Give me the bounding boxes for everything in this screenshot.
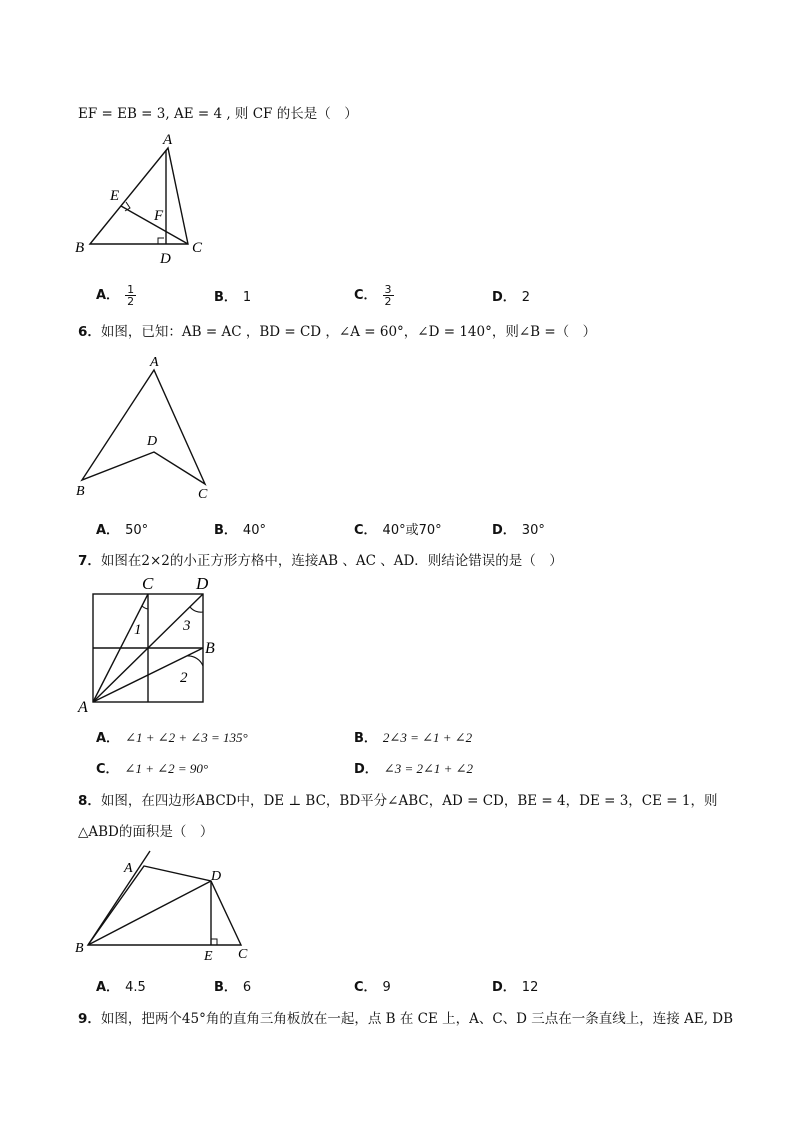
- q5-figure: [70, 128, 230, 268]
- q6-label-d: D: [147, 434, 158, 449]
- q8-label-e: E: [204, 949, 213, 964]
- q8-option-a[interactable]: A． 4.5: [96, 980, 146, 995]
- q5-option-c[interactable]: C． $\frac{3}{2}$: [354, 283, 392, 308]
- q5-label-d: D: [160, 251, 171, 267]
- q5-stem: EF = EB = 3, AE = 4 , 则 CF 的长是（ ）: [78, 106, 358, 122]
- q7-label-d: D: [196, 574, 209, 593]
- q7-figure: [70, 572, 230, 720]
- q5-option-a[interactable]: A． $\frac{1}{2}$: [96, 283, 135, 308]
- q5-label-c: C: [192, 240, 203, 256]
- q8-option-b[interactable]: B． 6: [214, 980, 252, 995]
- q8-label-d: D: [211, 869, 222, 884]
- q7-label-c: C: [142, 574, 154, 593]
- q7-angle-3: 3: [183, 618, 191, 634]
- q8-option-d[interactable]: D． 12: [492, 980, 539, 995]
- q8-figure: [70, 846, 270, 966]
- q6-figure: [70, 350, 230, 510]
- q5-label-b: B: [75, 240, 85, 256]
- q7-stem: 7．如图在2×2的小正方形方格中，连接AB 、AC 、AD．则结论错误的是（ ）: [78, 553, 563, 569]
- q5-option-b[interactable]: B． 1: [214, 290, 252, 305]
- q5-option-d[interactable]: D． 2: [492, 290, 531, 305]
- q6-label-a: A: [150, 355, 159, 370]
- q8-option-c[interactable]: C． 9: [354, 980, 391, 995]
- q8-label-b: B: [75, 941, 84, 956]
- q7-angle-2: 2: [180, 670, 188, 686]
- q6-label-c: C: [198, 487, 208, 502]
- q6-option-d[interactable]: D． 30°: [492, 523, 545, 538]
- q6-option-b[interactable]: B． 40°: [214, 523, 266, 538]
- q6-option-c[interactable]: C． 40°或70°: [354, 523, 442, 538]
- q9-stem: 9．如图，把两个45°角的直角三角板放在一起，点 B 在 CE 上，A、C、D 三点在一条直线上，连接 AE, DB: [78, 1011, 734, 1027]
- q7-angle-1: 1: [134, 622, 142, 638]
- q5-label-a: A: [163, 132, 173, 148]
- q7-label-b: B: [205, 640, 215, 657]
- q6-option-a[interactable]: A． 50°: [96, 523, 149, 538]
- q5-label-e: E: [110, 188, 120, 204]
- q7-option-a[interactable]: A． ∠1 + ∠2 + ∠3 = 135°: [96, 730, 248, 746]
- q8-label-a: A: [124, 861, 133, 876]
- q6-label-b: B: [76, 484, 85, 499]
- q5-label-f: F: [154, 208, 164, 224]
- q8-stem: 8．如图，在四边形ABCD中，DE ⊥ BC，BD平分∠ABC，AD = CD，BE = 4，DE = 3，CE = 1，则: [78, 793, 718, 809]
- q7-label-a: A: [78, 699, 88, 716]
- q7-option-d[interactable]: D． ∠3 = 2∠1 + ∠2: [354, 761, 474, 777]
- q8-stem-line2: △ABD的面积是（ ）: [78, 824, 214, 840]
- q8-label-c: C: [238, 947, 248, 962]
- q7-option-b[interactable]: B． 2∠3 = ∠1 + ∠2: [354, 730, 473, 746]
- q7-option-c[interactable]: C． ∠1 + ∠2 = 90°: [96, 761, 209, 777]
- q6-stem: 6．如图，已知：AB = AC ，BD = CD ，∠A = 60°，∠D = 140°，则∠B =（ ）: [78, 324, 597, 340]
